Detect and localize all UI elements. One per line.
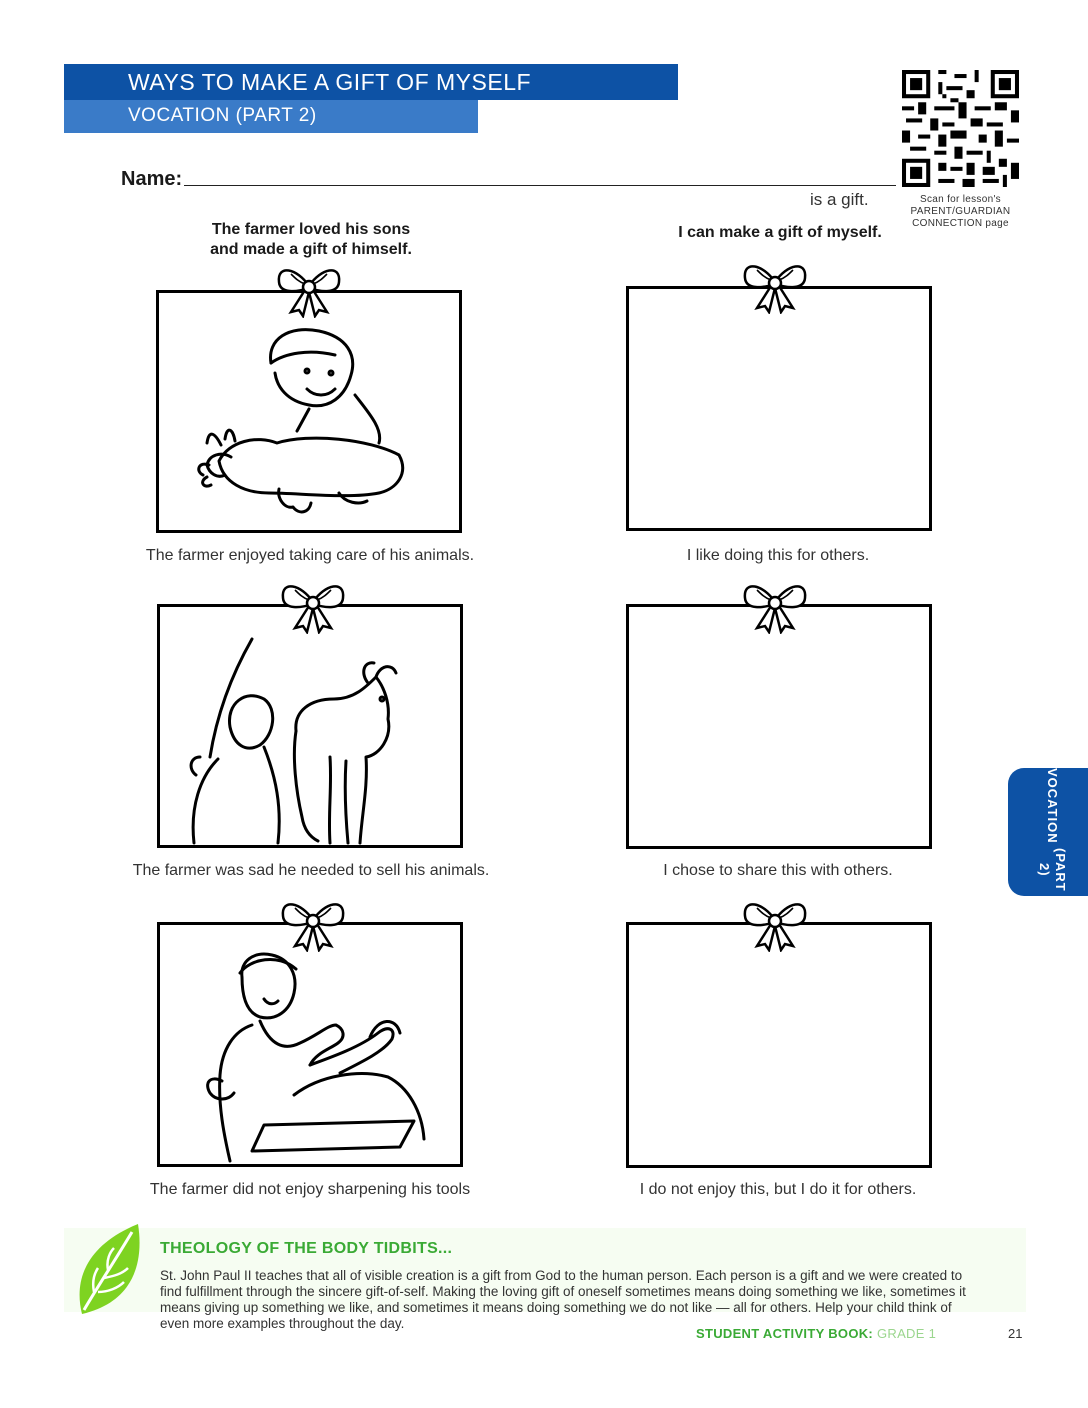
illustration-frame-3 xyxy=(157,922,463,1167)
left-caption-2: The farmer was sad he needed to sell his animals. xyxy=(132,862,490,879)
left-caption-3: The farmer did not enjoy sharpening his tools xyxy=(149,1181,471,1198)
bow-icon xyxy=(735,894,815,952)
drawing-box-2[interactable] xyxy=(626,604,932,849)
footer-book-label: STUDENT ACTIVITY BOOK: GRADE 1 xyxy=(696,1326,937,1341)
name-input-line[interactable] xyxy=(184,185,896,186)
page-subtitle: VOCATION (PART 2) xyxy=(64,100,478,133)
tidbits-body: St. John Paul II teaches that all of visible creation is a gift from God to the human person. Each person is a gift and we were created to find fulfillment through the sincere gift-of-self. Making the loving gift of oneself sometimes means doing something we like, sometimes it means giving up something we like, and sometimes it means doing something we do not like — all for others. Help your child think of even more examples throughout the day. xyxy=(160,1268,966,1331)
leaf-icon xyxy=(74,1222,144,1318)
drawing-box-1[interactable] xyxy=(626,286,932,531)
right-caption-3: I do not enjoy this, but I do it for others. xyxy=(639,1181,917,1198)
qr-code-icon[interactable] xyxy=(902,70,1019,187)
tidbits-title: THEOLOGY OF THE BODY TIDBITS... xyxy=(160,1240,453,1257)
section-side-tab-label: VOCATION (PART 2) xyxy=(1037,768,1068,892)
illustration-frame-2 xyxy=(157,604,463,848)
drawing-box-3[interactable] xyxy=(626,922,932,1168)
illustration-frame-1 xyxy=(156,290,462,533)
left-column-heading: The farmer loved his sons and made a gift of himself. xyxy=(210,221,412,258)
bow-icon xyxy=(735,576,815,634)
farmer-with-cow-illustration xyxy=(160,607,460,845)
page-title: WAYS TO MAKE A GIFT OF MYSELF xyxy=(64,64,678,100)
right-column-heading: I can make a gift of myself. xyxy=(678,224,882,241)
bow-icon xyxy=(273,894,353,952)
farmer-with-pig-illustration xyxy=(159,293,459,530)
page-number: 21 xyxy=(1008,1326,1023,1341)
name-label: Name: xyxy=(121,168,183,190)
left-caption-1: The farmer enjoyed taking care of his animals. xyxy=(145,547,475,564)
right-caption-1: I like doing this for others. xyxy=(686,547,870,564)
bow-icon xyxy=(273,576,353,634)
farmer-sharpening-tools-illustration xyxy=(160,925,460,1164)
qr-caption: Scan for lesson's PARENT/GUARDIAN CONNECTION page xyxy=(910,194,1011,229)
right-caption-2: I chose to share this with others. xyxy=(663,862,893,879)
bow-icon xyxy=(735,256,815,314)
bow-icon xyxy=(269,260,349,318)
name-suffix: is a gift. xyxy=(810,190,869,209)
